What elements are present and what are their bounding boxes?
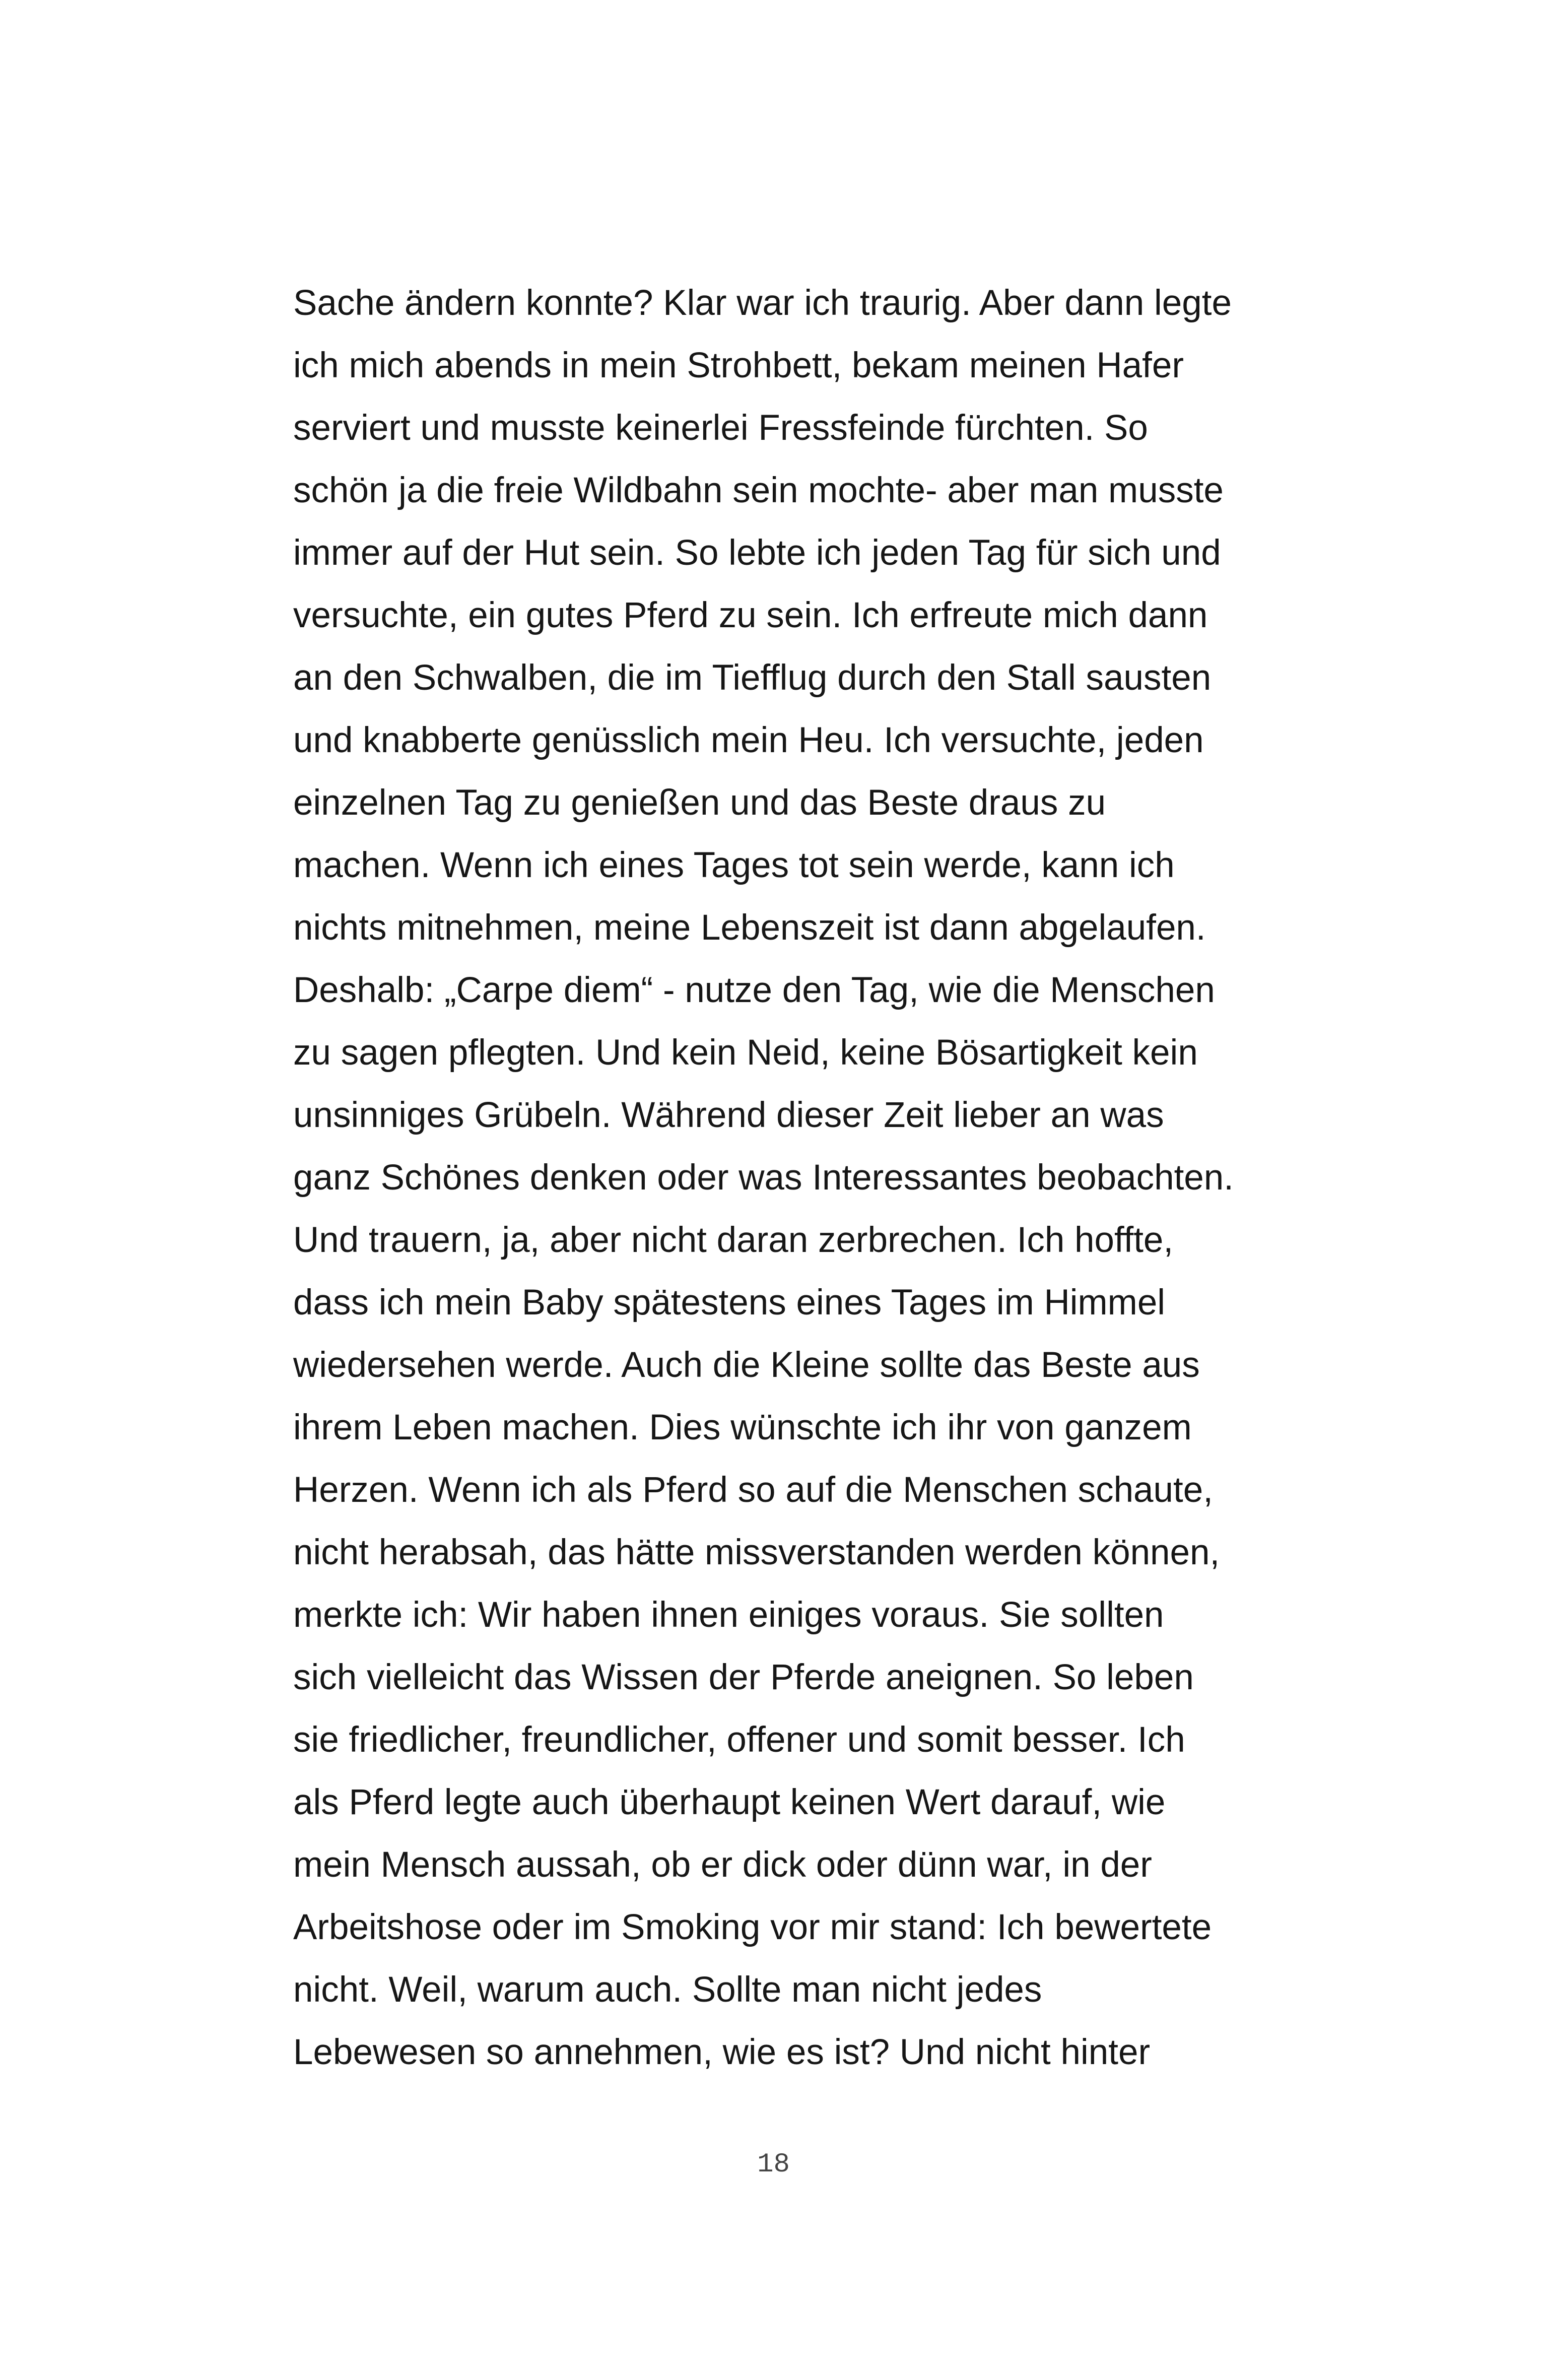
text-line: als Pferd legte auch überhaupt keinen Wert darauf, wie [293, 1782, 1166, 1822]
text-line: serviert und musste keinerlei Fressfeinde fürchten. So [293, 408, 1148, 448]
body-text [293, 272, 1281, 2084]
page-number: 18 [757, 2149, 790, 2180]
text-line: sich vielleicht das Wissen der Pferde aneignen. So leben [293, 1658, 1194, 1697]
text-line: ich mich abends in mein Strohbett, bekam meinen Hafer [293, 346, 1184, 385]
text-line: schön ja die freie Wildbahn sein mochte- aber man musste [293, 471, 1224, 510]
text-line: dass ich mein Baby spätestens eines Tages im Himmel [293, 1283, 1166, 1323]
text-line: Und trauern, ja, aber nicht daran zerbrechen. Ich hoffte, [293, 1220, 1174, 1260]
text-line: immer auf der Hut sein. So lebte ich jeden Tag für sich und [293, 533, 1221, 573]
text-line: Lebewesen so annehmen, wie es ist? Und nicht hinter [293, 2032, 1151, 2072]
text-line: merkte ich: Wir haben ihnen einiges voraus. Sie sollten [293, 1595, 1164, 1635]
text-line: sie friedlicher, freundlicher, offener und somit besser. Ich [293, 1720, 1185, 1760]
text-line: zu sagen pflegten. Und kein Neid, keine Bösartigkeit kein [293, 1033, 1198, 1073]
text-line: nichts mitnehmen, meine Lebenszeit ist dann abgelaufen. [293, 908, 1206, 948]
text-line: Arbeitshose oder im Smoking vor mir stand: Ich bewertete [293, 1907, 1212, 1947]
text-line: wiedersehen werde. Auch die Kleine sollte das Beste aus [293, 1345, 1200, 1385]
text-line: einzelnen Tag zu genießen und das Beste draus zu [293, 783, 1106, 823]
text-line: nicht herabsah, das hätte missverstanden werden können, [293, 1533, 1220, 1572]
text-line: an den Schwalben, die im Tiefflug durch den Stall sausten [293, 658, 1212, 698]
text-line: nicht. Weil, warum auch. Sollte man nicht jedes [293, 1970, 1042, 2010]
text-line: Deshalb: „Carpe diem“ - nutze den Tag, wie die Menschen [293, 970, 1215, 1010]
text-line: Sache ändern konnte? Klar war ich traurig. Aber dann legte [293, 283, 1232, 323]
text-line: Herzen. Wenn ich als Pferd so auf die Menschen schaute, [293, 1470, 1213, 1510]
text-line: ihrem Leben machen. Dies wünschte ich ihr von ganzem [293, 1408, 1192, 1447]
text-line: unsinniges Grübeln. Während dieser Zeit lieber an was [293, 1095, 1164, 1135]
text-line: und knabberte genüsslich mein Heu. Ich versuchte, jeden [293, 720, 1204, 760]
text-line: ganz Schönes denken oder was Interessantes beobachten. [293, 1158, 1234, 1198]
text-line: mein Mensch aussah, ob er dick oder dünn war, in der [293, 1845, 1152, 1885]
text-line: versuchte, ein gutes Pferd zu sein. Ich erfreute mich dann [293, 596, 1208, 635]
text-line: machen. Wenn ich eines Tages tot sein werde, kann ich [293, 845, 1175, 885]
